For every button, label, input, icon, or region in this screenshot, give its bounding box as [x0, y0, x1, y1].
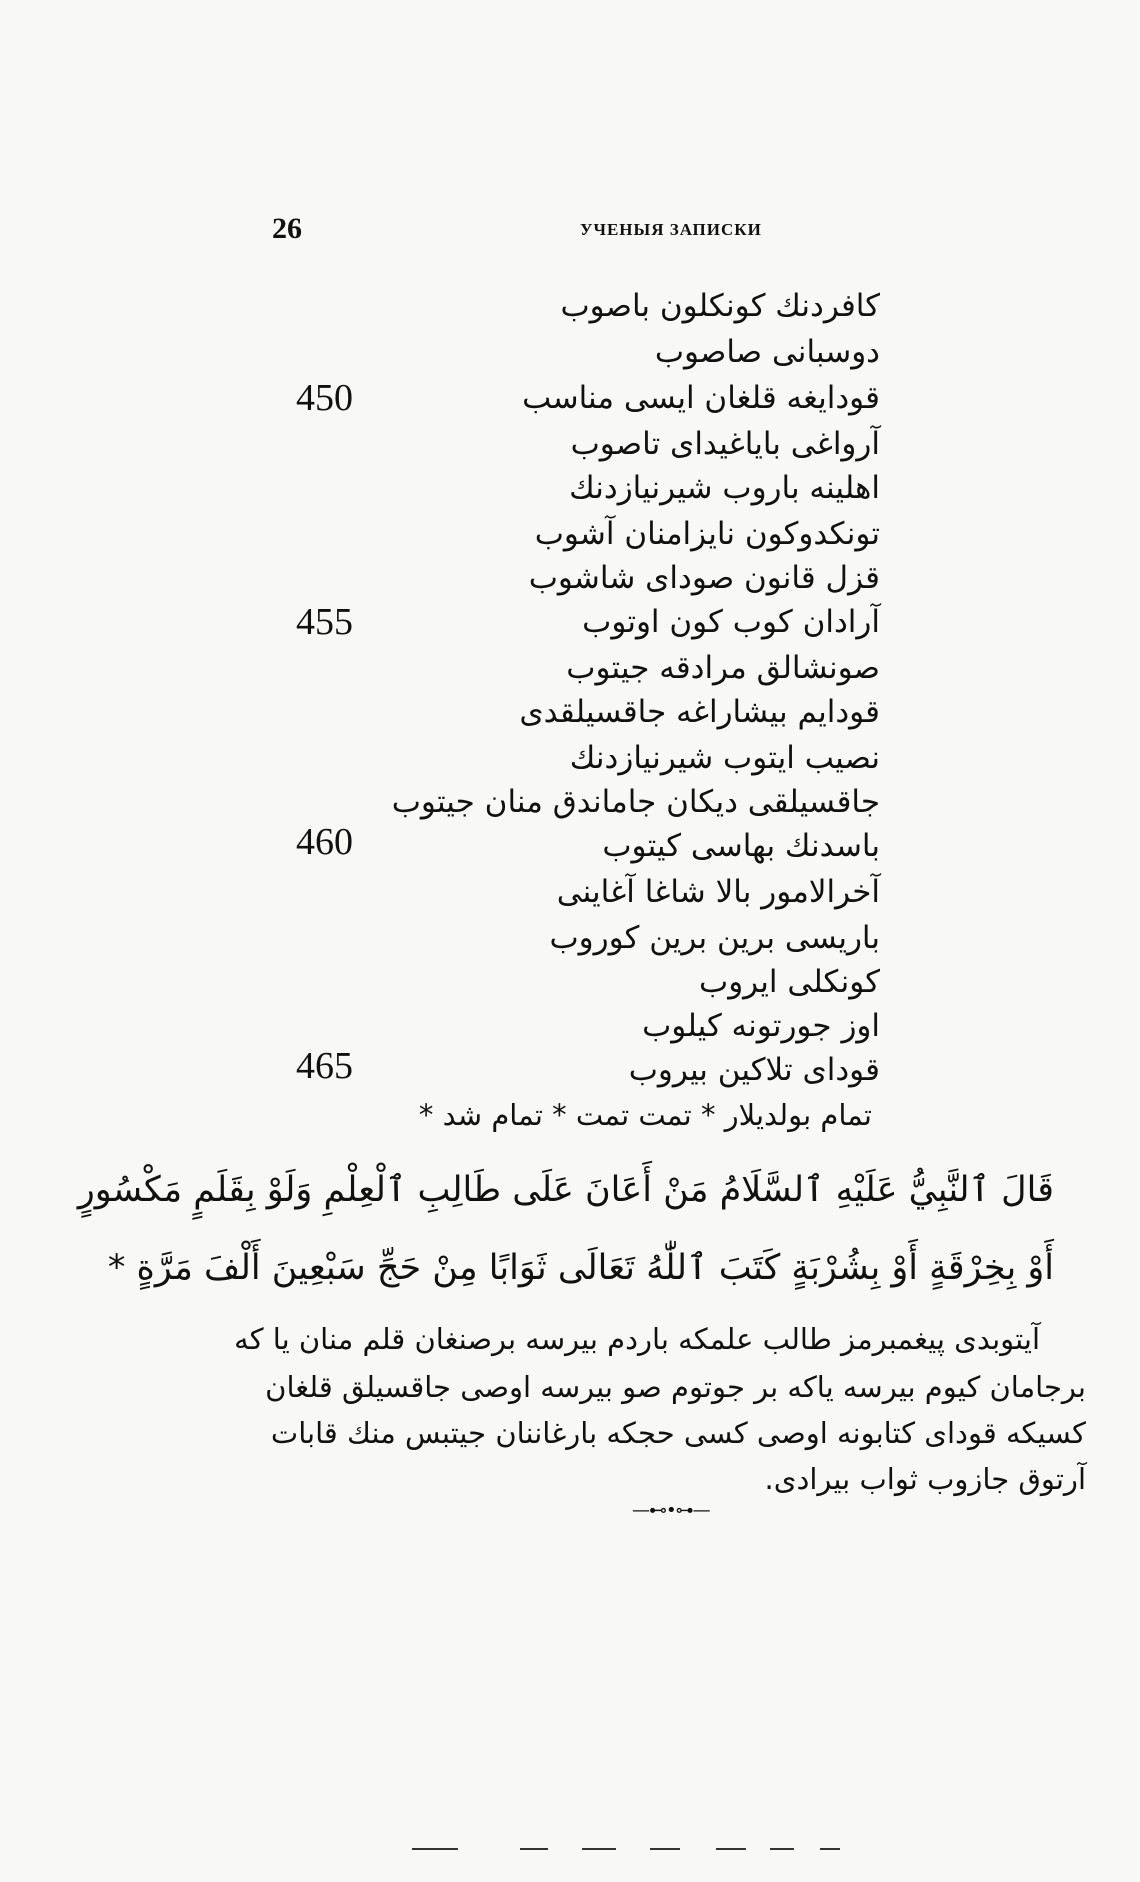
- verse-line: صونشالق مرادقه جيتوب: [566, 650, 880, 686]
- verse-line: قودايغه قلغان ايسی مناسب: [522, 380, 880, 416]
- page-number: 26: [272, 212, 302, 245]
- line-number: 450: [296, 377, 353, 419]
- verse-line: قودايم بيشاراغه جاقسيلقدی: [519, 694, 880, 730]
- prose-line: آيتوبدی پيغمبرمز طالب علمكه باردم بيرسه برصنغان قلم منان يا كه: [234, 1322, 1040, 1356]
- verse-line: اهلينه باروب شيرنيازدنك: [569, 470, 880, 506]
- prose-line: آرتوق جازوب ثواب بيرادی.: [764, 1462, 1086, 1496]
- verse-line: اوز جورتونه كيلوب: [642, 1008, 880, 1044]
- verse-line: كافردنك كونكلون باصوب: [560, 288, 880, 324]
- bottom-rule: [820, 1848, 840, 1850]
- verse-line: تونكدوكون نايزامنان آشوب: [534, 516, 880, 552]
- bottom-rule: [582, 1848, 616, 1850]
- line-number: 460: [296, 821, 353, 863]
- line-number: 465: [296, 1045, 353, 1087]
- section-ornament: —⊷•⊶—: [632, 1500, 710, 1521]
- verse-line: آخرالامور بالا شاغا آغاينی: [556, 874, 880, 910]
- running-title: УЧЕНЫЯ ЗАПИСКИ: [580, 220, 762, 239]
- bottom-rule: [716, 1848, 746, 1850]
- verse-line: باسدنك بهاسی كيتوب: [602, 828, 880, 864]
- verse-line: باريسی برين برين كوروب: [549, 920, 880, 956]
- verse-line: قزل قانون صودای شاشوب: [528, 560, 880, 596]
- verse-line: دوسبانی صاصوب: [654, 334, 880, 370]
- prose-line: برجامان كيوم بيرسه ياكه بر جوتوم صو بيرسه اوصی جاقسيلق قلغان: [265, 1370, 1086, 1404]
- verse-line: نصيب ايتوب شيرنيازدنك: [569, 740, 880, 776]
- hadith-line: قَالَ ٱلنَّبِيُّ عَلَيْهِ ٱلسَّلَامُ مَنْ أَعَانَ عَلَى طَالِبِ ٱلْعِلْمِ وَلَوْ بِقَلَمٍ مَكْسُورٍ: [77, 1170, 1054, 1210]
- bottom-rule: [650, 1848, 680, 1850]
- verse-line: جاقسيلقی ديكان جاماندق منان جيتوب: [391, 784, 880, 820]
- bottom-rule: [520, 1848, 548, 1850]
- line-number: 455: [296, 601, 353, 643]
- verse-line: آرواغی باياغیدای تاصوب: [570, 426, 880, 462]
- prose-line: كسیكه قودای كتابونه اوصی كسی حجكه بارغاننان جيتبس منك قابات: [270, 1416, 1086, 1450]
- hadith-line: أَوْ بِخِرْقَةٍ أَوْ بِشُرْبَةٍ كَتَبَ ٱللّٰهُ تَعَالَى ثَوَابًا مِنْ حَجِّ سَبْعِينَ أَلْفَ مَرَّةٍ *: [107, 1248, 1054, 1288]
- verse-line: آرادان كوب كون اوتوب: [582, 604, 880, 640]
- bottom-rule: [770, 1848, 794, 1850]
- colophon: تمام بولدیلار * تمت تمت * تمام شد *: [418, 1098, 872, 1132]
- verse-line: كونكلی ايروب: [699, 964, 880, 1000]
- verse-line: قودای تلاكين بيروب: [628, 1052, 880, 1088]
- bottom-rule: [412, 1848, 458, 1850]
